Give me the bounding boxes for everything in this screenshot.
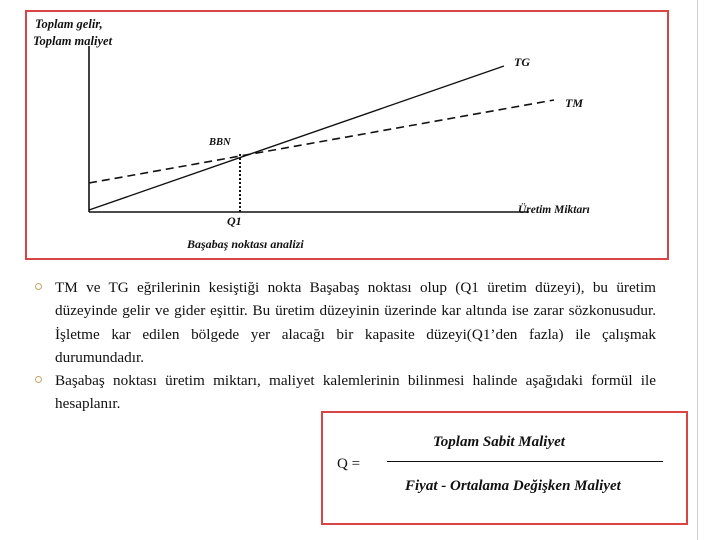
q1-label: Q1 xyxy=(227,214,242,228)
x-axis-label: Üretim Miktarı xyxy=(518,204,590,216)
bullet-marker-icon xyxy=(35,283,42,290)
bullet-list xyxy=(34,276,656,416)
formula-lhs: Q = xyxy=(337,456,361,472)
bullet-text: TM ve TG eğrilerinin kesiştiği nokta Başabaş noktası olup (Q1 üretim düzeyi), bu üretim düzeyinde gelir ve gider eşittir. Bu üretim düzeyinin üzerinde kar altında ise zarar sözkonusudur. İşletme kar edilen bölgede yer alacağı bir kapasite düzeyi(Q1’den fazla) ile çalışmak durumundadır. xyxy=(55,279,656,366)
slide-right-rule xyxy=(697,0,698,540)
diagram-caption: Başabaş noktası analizi xyxy=(187,237,304,251)
tg-revenue-line xyxy=(89,66,504,210)
tm-label: TM xyxy=(565,96,583,110)
formula-denominator: Fiyat - Ortalama Değişken Maliyet xyxy=(405,478,621,494)
bullet-item xyxy=(34,369,656,416)
breakeven-formula xyxy=(321,411,688,525)
y-axis-label-line1: Toplam gelir, xyxy=(35,17,103,31)
y-axis-label-line2: Toplam maliyet xyxy=(33,34,113,48)
formula-numerator: Toplam Sabit Maliyet xyxy=(433,434,565,450)
breakeven-diagram-svg xyxy=(27,12,667,258)
bbn-label: BBN xyxy=(209,137,231,148)
bullet-marker-icon xyxy=(35,376,42,383)
tm-cost-line xyxy=(89,100,554,183)
bullet-item xyxy=(34,276,656,369)
bullet-text: Başabaş noktası üretim miktarı, maliyet kalemlerinin bilinmesi halinde aşağıdaki formül ile hesaplanır. xyxy=(55,372,656,413)
fraction-bar xyxy=(387,461,663,462)
breakeven-diagram xyxy=(25,10,669,260)
tg-label: TG xyxy=(514,55,530,69)
